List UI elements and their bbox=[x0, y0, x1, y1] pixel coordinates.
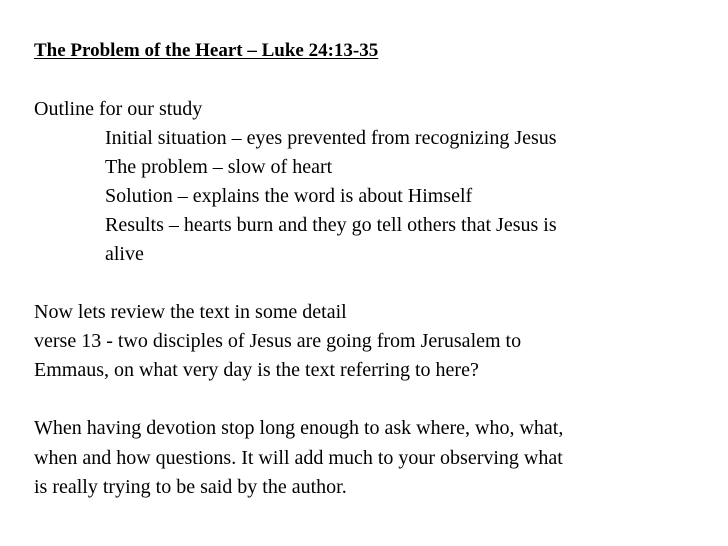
devotion-line: When having devotion stop long enough to ask where, who, what, bbox=[34, 417, 564, 439]
devotion-line: when and how questions. It will add much to your observing what bbox=[34, 447, 563, 469]
slide-title: The Problem of the Heart – Luke 24:13-35 bbox=[34, 40, 379, 61]
review-line: verse 13 - two disciples of Jesus are going from Jerusalem to bbox=[34, 330, 522, 352]
devotion-line: is really trying to be said by the author. bbox=[34, 476, 347, 498]
outline-heading: Outline for our study bbox=[34, 98, 203, 120]
outline-item: alive bbox=[105, 243, 144, 265]
outline-item: Results – hearts burn and they go tell others that Jesus is bbox=[105, 214, 557, 236]
outline-item: Initial situation – eyes prevented from recognizing Jesus bbox=[105, 127, 557, 149]
review-line: Emmaus, on what very day is the text referring to here? bbox=[34, 359, 479, 381]
outline-item: The problem – slow of heart bbox=[105, 156, 333, 178]
outline-item: Solution – explains the word is about Himself bbox=[105, 185, 473, 207]
review-line: Now lets review the text in some detail bbox=[34, 301, 347, 323]
